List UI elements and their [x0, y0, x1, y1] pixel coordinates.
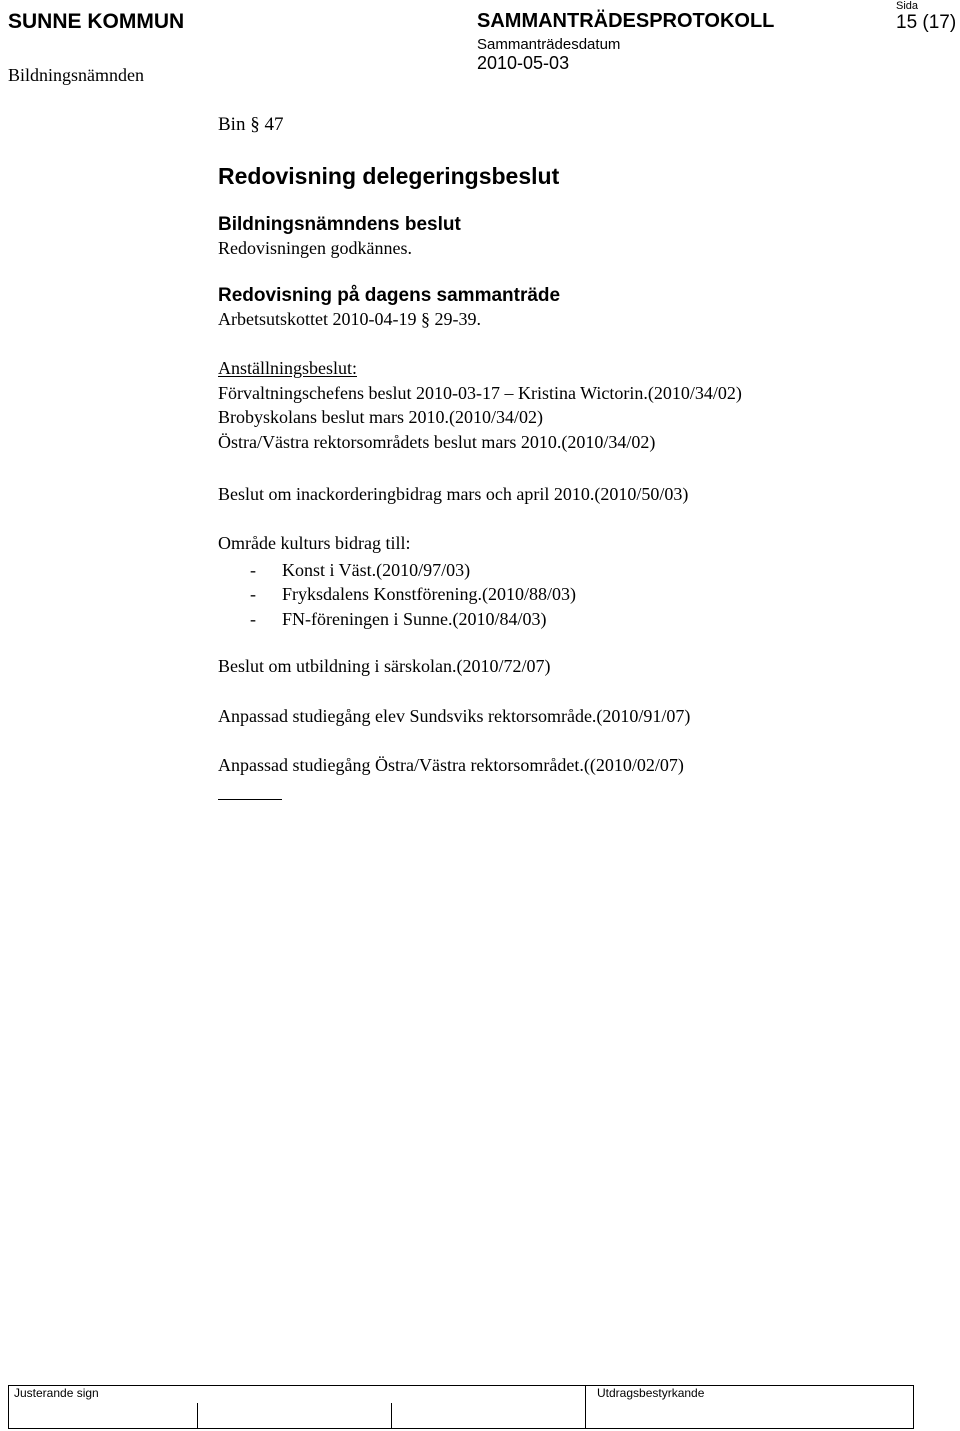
special-school-line: Beslut om utbildning i särskolan.(2010/72/07) [218, 656, 551, 676]
list-dash: - [250, 608, 256, 629]
list-dash: - [250, 584, 256, 605]
adjuster-label: Justerande sign [14, 1386, 99, 1400]
employment-heading: Anställningsbeslut: [218, 358, 357, 378]
municipality-name: SUNNE KOMMUN [8, 10, 185, 33]
list-item [218, 583, 576, 608]
employment-line: Östra/Västra rektorsområdets beslut mars 2010.(2010/34/02) [218, 432, 656, 452]
employment-line: Förvaltningschefens beslut 2010-03-17 – Kristina Wictorin.(2010/34/02) [218, 383, 742, 403]
meeting-date-label: Sammanträdesdatum [477, 36, 621, 53]
culture-heading: Område kulturs bidrag till: [218, 533, 411, 553]
decision-text: Redovisningen godkännes. [218, 238, 412, 258]
report-heading: Redovisning på dagens sammanträde [218, 285, 561, 306]
signature-table [8, 1385, 914, 1429]
page-title: Redovisning delegeringsbeslut [218, 163, 560, 189]
employment-line: Brobyskolans beslut mars 2010.(2010/34/02) [218, 407, 543, 427]
decision-heading: Bildningsnämndens beslut [218, 214, 461, 235]
list-item [218, 607, 576, 632]
report-line: Arbetsutskottet 2010-04-19 § 29-39. [218, 309, 481, 329]
page-number: 15 (17) [896, 12, 957, 33]
list-item [218, 558, 576, 583]
culture-list [218, 558, 576, 632]
meeting-date: 2010-05-03 [477, 53, 570, 73]
section-divider [585, 1385, 586, 1429]
signature-divider [197, 1403, 198, 1429]
boarding-line: Beslut om inackorderingbidrag mars och april 2010.(2010/50/03) [218, 484, 689, 504]
list-item-text: Fryksdalens Konstförening.(2010/88/03) [282, 584, 576, 605]
document-type: SAMMANTRÄDESPROTOKOLL [477, 10, 775, 32]
committee-name: Bildningsnämnden [8, 65, 144, 85]
adapted-study-line: Anpassad studiegång elev Sundsviks rektorsområde.(2010/91/07) [218, 706, 691, 726]
extract-label: Utdragsbestyrkande [597, 1386, 705, 1400]
page-label: Sida [896, 0, 919, 12]
section-number: Bin § 47 [218, 114, 284, 135]
signature-divider [391, 1403, 392, 1429]
list-item-text: FN-föreningen i Sunne.(2010/84/03) [282, 608, 547, 629]
adapted-study-line: Anpassad studiegång Östra/Västra rektorsområdet.((2010/02/07) [218, 755, 684, 775]
end-rule [218, 799, 282, 800]
list-dash: - [250, 559, 256, 580]
list-item-text: Konst i Väst.(2010/97/03) [282, 559, 471, 580]
